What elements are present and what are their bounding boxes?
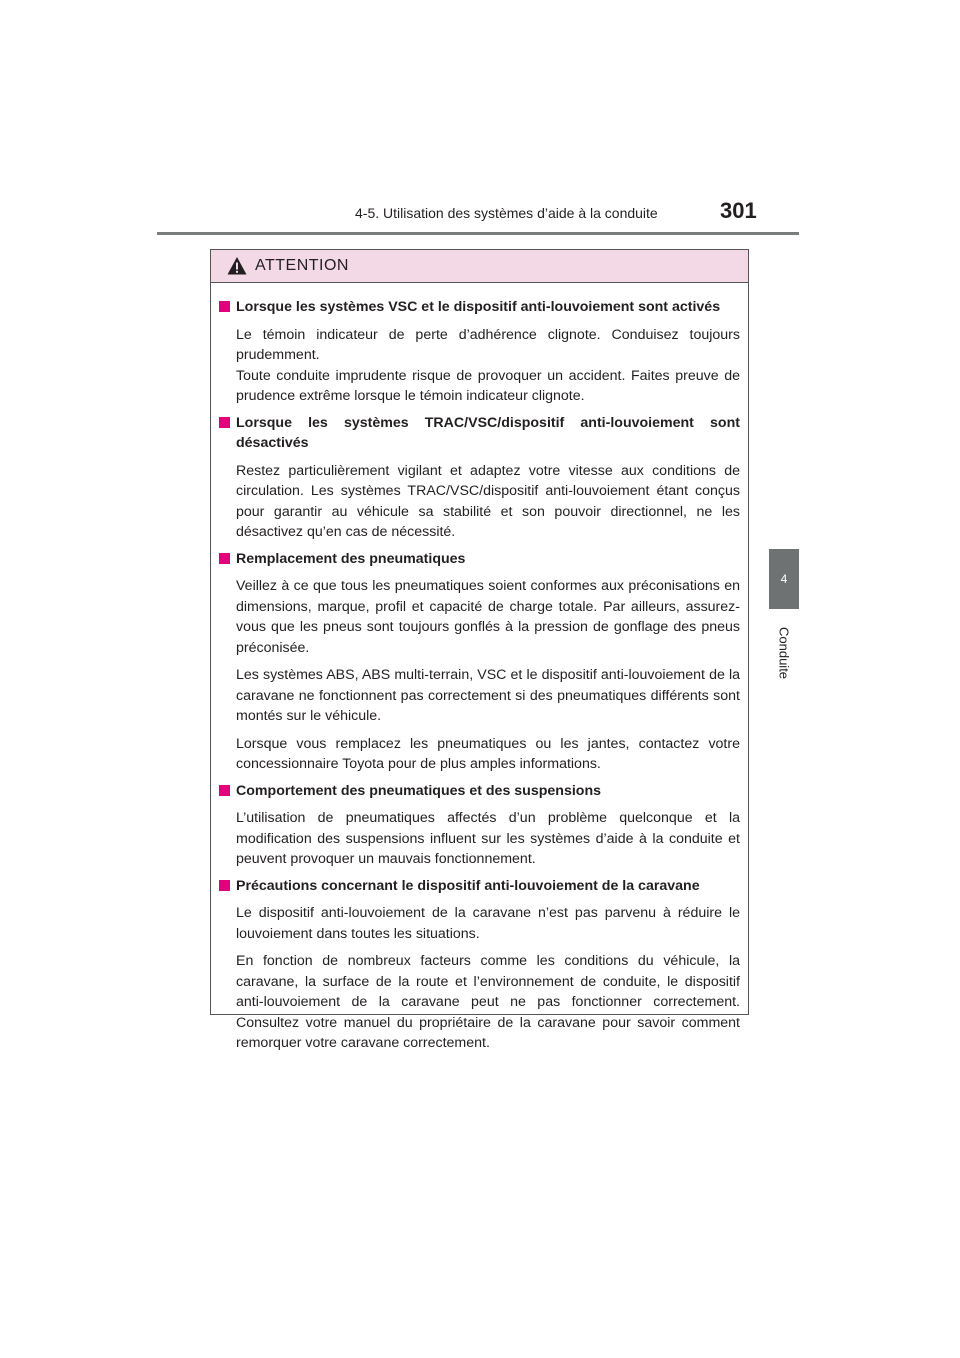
warning-section xyxy=(219,876,740,1054)
section-heading: Comportement des pneumatiques et des suspensions xyxy=(219,781,740,802)
warning-box xyxy=(210,249,749,1051)
square-bullet-icon xyxy=(219,417,230,428)
section-heading: Lorsque les systèmes TRAC/VSC/dispositif anti-louvoiement sont désactivés xyxy=(219,413,740,454)
square-bullet-icon xyxy=(219,301,230,312)
section-paragraph: Restez particulièrement vigilant et adaptez votre vitesse aux conditions de circulation. Les systèmes TRAC/VSC/dispositif anti-louvoiement étant conçus pour garantir au véhicule sa stabilité et son pouvoir directionnel, ne les désactivez qu’en cas de nécessité. xyxy=(236,462,740,540)
section-paragraph: L’utilisation de pneumatiques affectés d’un problème quelconque et la modification des suspensions influent sur les systèmes d’aide à la conduite et peuvent provoquer un mauvais fonctionnement. xyxy=(236,810,740,867)
section-paragraph: En fonction de nombreux facteurs comme les conditions du véhicule, la caravane, la surface de la route et l’environnement de conduite, le dispositif anti-louvoiement de la caravane peut ne pas fonctionner correctement. Consultez votre manuel du propriétaire de la caravane pour savoir comment remorquer votre caravane correctement. xyxy=(236,953,740,1051)
square-bullet-icon xyxy=(219,880,230,891)
header-divider xyxy=(157,232,799,235)
section-paragraph: Le dispositif anti-louvoiement de la caravane n’est pas parvenu à réduire le louvoiement dans toutes les situations. xyxy=(236,905,740,942)
section-title: 4-5. Utilisation des systèmes d’aide à la conduite xyxy=(355,205,658,221)
warning-section xyxy=(219,297,740,407)
warning-body xyxy=(211,283,748,1054)
page-number: 301 xyxy=(720,198,757,223)
section-paragraph: Les systèmes ABS, ABS multi-terrain, VSC et le dispositif anti-louvoiement de la caravane ne fonctionnent pas correctement si des pneumatiques différents sont montés sur le véhicule. xyxy=(236,667,740,724)
chapter-tab: 4 xyxy=(769,549,799,609)
warning-header xyxy=(211,250,748,283)
section-paragraph: Veillez à ce que tous les pneumatiques soient conformes aux préconisations en dimensions, marque, profil et capacité de charge totale. Par ailleurs, assurez-vous que les pneus sont toujours gonflés à la pression de gonflage des pneus préconisée. xyxy=(236,578,740,656)
warning-title: ATTENTION xyxy=(255,257,349,274)
section-paragraph: Le témoin indicateur de perte d’adhérence clignote. Conduisez toujours prudemment. Toute conduite imprudente risque de provoquer un accident. Faites preuve de prudence extrême lorsque le témoin indicateur clignote. xyxy=(236,326,740,404)
chapter-label: Conduite xyxy=(776,626,792,680)
warning-triangle-icon xyxy=(227,256,247,276)
warning-section xyxy=(219,781,740,870)
section-heading: Lorsque les systèmes VSC et le dispositif anti-louvoiement sont activés xyxy=(219,297,740,318)
section-heading: Précautions concernant le dispositif anti-louvoiement de la caravane xyxy=(219,876,740,897)
section-paragraph: Lorsque vous remplacez les pneumatiques ou les jantes, contactez votre concessionnaire Toyota pour de plus amples informations. xyxy=(236,735,740,772)
warning-section xyxy=(219,413,740,543)
warning-section xyxy=(219,549,740,775)
square-bullet-icon xyxy=(219,785,230,796)
section-heading: Remplacement des pneumatiques xyxy=(219,549,740,570)
square-bullet-icon xyxy=(219,553,230,564)
